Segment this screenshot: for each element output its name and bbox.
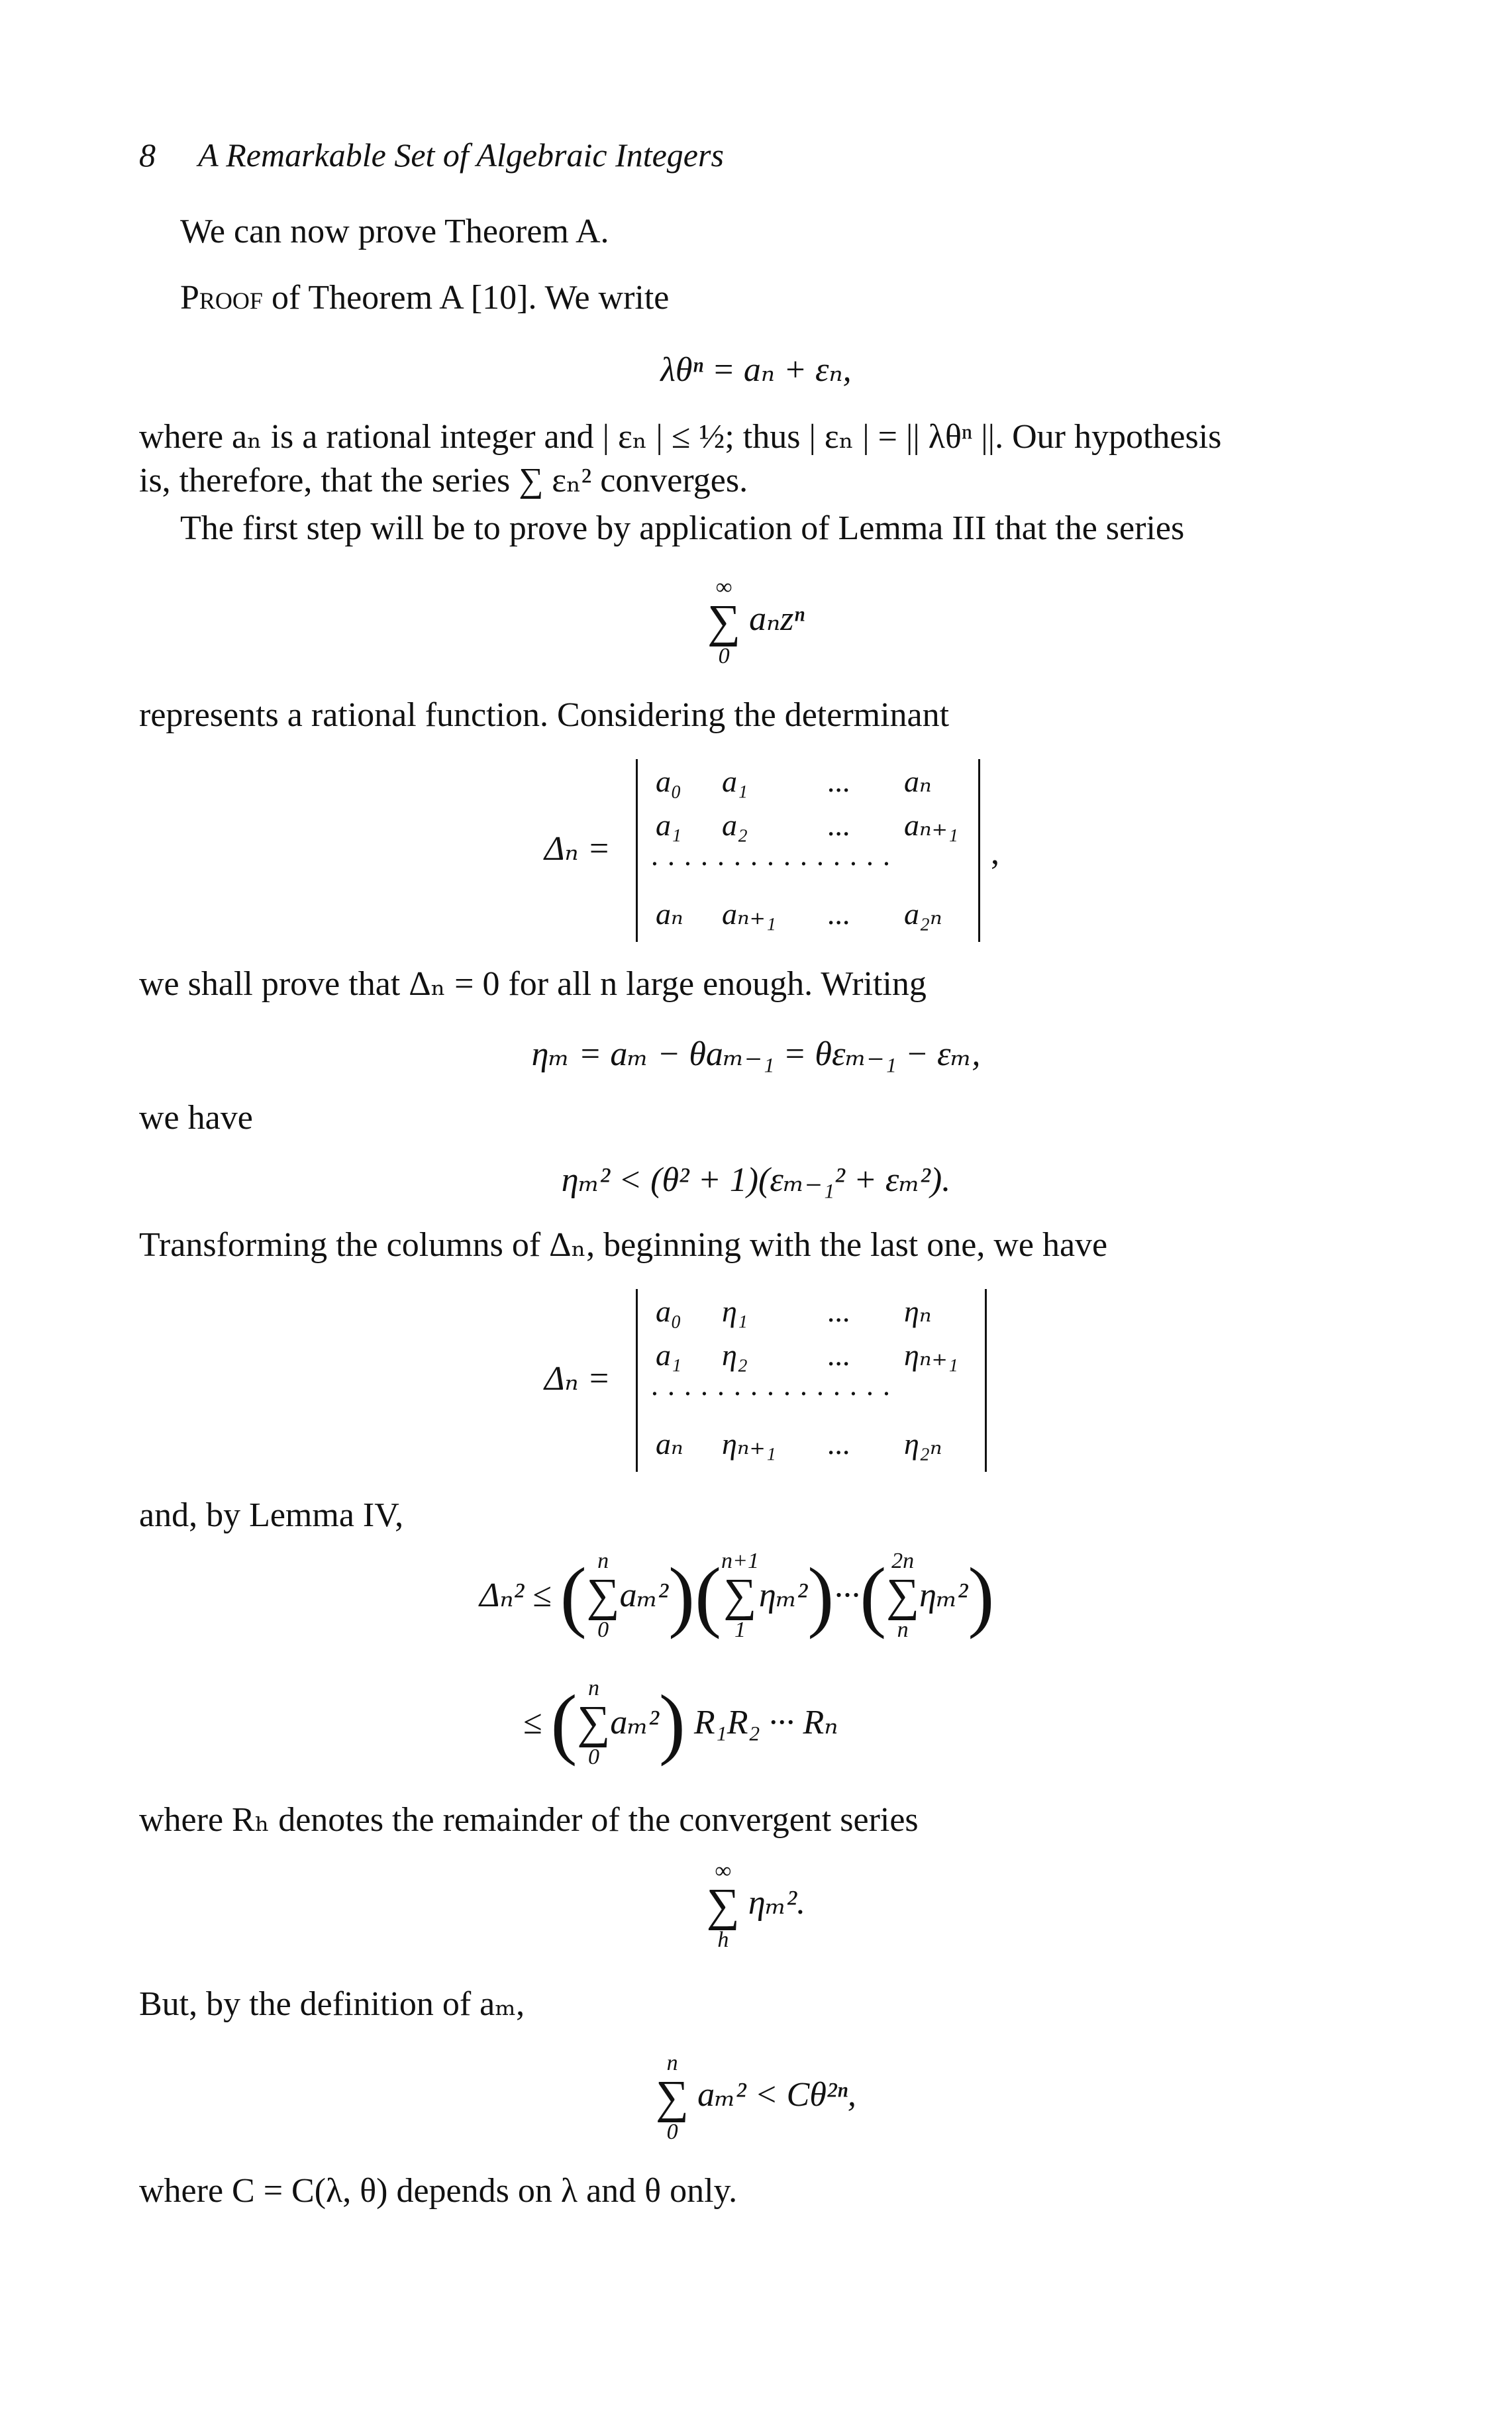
proof-line [180,277,669,319]
det2-cell: ηₙ₊₁ [904,1338,958,1372]
inequality-1: Δₙ² ≤ ( n ∑ 0 aₘ²)( n+1 ∑ 1 ηₘ²)···( 2n ∑ n ηₘ²) [479,1549,995,1642]
ineq1-lhs: Δₙ² ≤ [479,1576,552,1614]
page-number: 8 [139,136,156,174]
det1-cell: a₁ [656,808,681,842]
proof-text: of Theorem A [10]. We write [262,279,670,317]
det2-cell: a₀ [656,1294,681,1328]
series-1 [0,576,1512,668]
proof-label: Proof [180,279,263,317]
sum-upper-limit: n+1 [721,1549,759,1573]
sum-operator: n ∑ 0 [656,2051,689,2144]
paragraph-8: where Rₕ denotes the remainder of the convergent series [139,1801,919,1839]
sum-operator: ∞ ∑ h [706,1859,740,1952]
paragraph-9: But, by the definition of aₘ, [139,1985,525,2023]
sum-upper-limit: ∞ [716,575,732,599]
det1-cell: ... [828,897,851,931]
sum-operator: n+1 ∑ 1 [721,1549,759,1642]
det1-cell: aₙ₊₁ [904,808,958,842]
det2-cell: ... [828,1338,851,1372]
det2-cell: η₂ [722,1338,748,1372]
det2-cell: aₙ [656,1427,683,1461]
ineq2-term: aₘ² [610,1704,659,1741]
det2-cell: ... [828,1294,851,1328]
series-term: aₙzⁿ [749,599,805,638]
sum-upper-limit: n [587,1676,599,1700]
ineq1-term-3: ηₘ² [919,1576,968,1614]
paragraph-4: we shall prove that Δₙ = 0 for all n large enough. Writing [139,965,927,1003]
sum-lower-limit: 0 [597,1618,609,1642]
paragraph-3: represents a rational function. Considering the determinant [139,696,950,734]
sum-operator: n ∑ 0 [586,1549,620,1642]
sum-lower-limit: 0 [718,644,730,668]
equation-1: λθⁿ = aₙ + εₙ, [660,351,852,389]
paragraph-5: we have [139,1099,253,1137]
det1-cell: aₙ₊₁ [722,897,776,931]
det1-cell: a₂ₙ [904,897,942,931]
paragraph-6: Transforming the columns of Δₙ, beginning with the last one, we have [139,1226,1108,1264]
det2-lhs: Δₙ = [544,1360,611,1398]
paragraph-10: where C = C(λ, θ) depends on λ and θ only. [139,2172,738,2210]
series-2 [0,1860,1512,1951]
det2-cell: a₁ [656,1338,681,1372]
det2-cell: ηₙ₊₁ [722,1427,776,1461]
ineq3-term: aₘ² < Cθ²ⁿ, [697,2075,856,2114]
det1-cell: ... [828,764,851,798]
det2-cell: ηₙ [904,1294,932,1328]
paragraph-1-line-2: is, therefore, that the series ∑ εₙ² converges. [139,462,748,499]
inequality-2: ≤ ( n ∑ 0 aₘ²) R₁R₂ ··· Rₙ [523,1676,838,1769]
determinant-2 [636,1289,987,1472]
det1-cell: aₙ [656,897,683,931]
sum-lower-limit: n [897,1618,909,1642]
sum-operator: ∞ ∑ 0 [707,575,741,668]
ineq2-product: R₁R₂ ··· Rₙ [693,1704,838,1741]
sum-upper-limit: ∞ [715,1859,731,1883]
running-title: A Remarkable Set of Algebraic Integers [198,136,724,174]
sum-operator: n ∑ 0 [577,1676,611,1769]
det2-dots-row: ............... [652,1369,900,1402]
det1-lhs: Δₙ = [544,830,611,868]
series-term: ηₘ². [748,1883,806,1922]
det1-dots-row: ............... [652,839,900,872]
ineq1-term-2: ηₘ² [758,1576,808,1614]
det1-cell: ... [828,808,851,842]
det2-cell: η₁ [722,1294,748,1328]
paragraph-7: and, by Lemma IV, [139,1496,404,1534]
sum-upper-limit: 2n [891,1549,915,1573]
det1-cell: a₀ [656,764,681,798]
det1-trailing-comma: , [991,834,999,872]
det1-cell: a₂ [722,808,748,842]
sum-lower-limit: 0 [587,1745,599,1769]
sum-upper-limit: n [666,2051,678,2075]
sum-upper-limit: n [597,1549,609,1573]
sum-lower-limit: 1 [734,1618,746,1642]
det2-cell: η₂ₙ [904,1427,942,1461]
equation-3: ηₘ² < (θ² + 1)(εₘ₋₁² + εₘ²). [561,1161,951,1199]
page-header [139,136,724,174]
sum-lower-limit: 0 [666,2120,678,2144]
ineq2-lhs: ≤ [523,1704,542,1741]
sum-lower-limit: h [717,1928,729,1952]
sum-operator: 2n ∑ n [886,1549,920,1642]
ineq1-term-1: aₘ² [619,1576,669,1614]
paragraph-2: The first step will be to prove by application of Lemma III that the series [180,509,1185,547]
equation-2: ηₘ = aₘ − θaₘ₋₁ = θεₘ₋₁ − εₘ, [531,1035,981,1073]
paragraph-1-line-1: where aₙ is a rational integer and | εₙ | ≤ ½; thus | εₙ | = || λθⁿ ||. Our hypothesis [139,418,1222,456]
det2-cell: ... [828,1427,851,1461]
ineq1-ellipsis: ··· [834,1576,860,1614]
det1-cell: aₙ [904,764,932,798]
det1-cell: a₁ [722,764,748,798]
inequality-3 [0,2052,1512,2144]
determinant-1 [636,759,980,942]
intro-sentence: We can now prove Theorem A. [180,213,609,250]
